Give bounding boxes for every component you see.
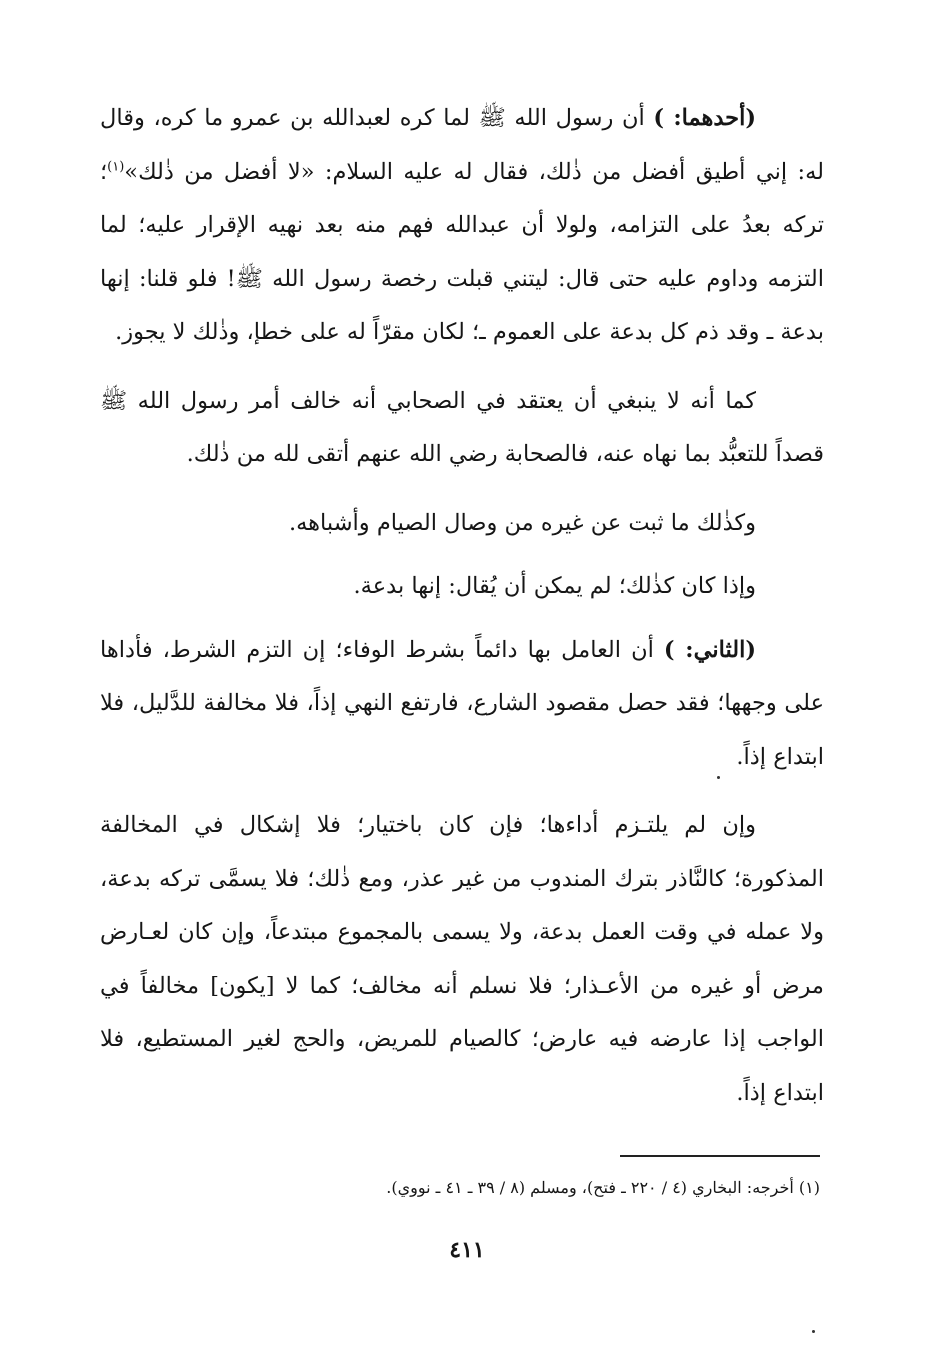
paragraph-text: ؛ تركه بعدُ على التزامه، ولولا أن عبدالله فهم منه بعد نهيه الإقرار عليه؛ لما التزمه وداوم عليه حتى قال: ليتني قبلت رخصة رسول الله ﷺ! فلو قلنا: إنها بدعة ـ وقد ذم كل بدعة على العموم ـ؛ لكان مقرّاً له على خطإ، وذٰلك لا يجوز.: [100, 158, 824, 345]
paragraph-text: كما أنه لا ينبغي أن يعتقد في الصحابي أنه خالف أمر رسول الله ﷺ قصداً للتعبُّد بما نهاه عنه، فالصحابة رضي الله عنهم أتقى لله من ذٰلك.: [100, 387, 824, 467]
paragraph-non-commitment: [100, 799, 824, 1120]
paragraph-first-reason: [100, 92, 824, 360]
footnote-divider: [620, 1155, 820, 1157]
scan-speck: [812, 1330, 815, 1333]
paragraph-text: أن العامل بها دائماً بشرط الوفاء؛ إن التزم الشرط، فأداها على وجهها؛ فقد حصل مقصود الشارع، فارتفع النهي إذاً، فلا مخالفة للدَّليل، فلا ابتداع إذاً.: [100, 636, 824, 770]
paragraph-conclusion: [100, 560, 824, 614]
footnote: (١) أخرجه: البخاري (٤ / ٢٢٠ ـ فتح)، ومسلم (٨ / ٣٩ ـ ٤١ ـ نووي).: [386, 1178, 820, 1197]
paragraph-second-reason: [100, 624, 824, 785]
paragraph-text: أن رسول الله ﷺ لما كره لعبدالله بن عمرو ما كره، وقال له: إني أطيق أفضل من ذٰلك، فقال له عليه السلام: «لا أفضل من ذٰلك»: [100, 105, 824, 185]
footnote-reference[interactable]: (١): [107, 159, 125, 174]
paragraph-companions: [100, 375, 824, 482]
paragraph-text: وكذٰلك ما ثبت عن غيره من وصال الصيام وأشباهه.: [288, 509, 756, 536]
paragraph-lead: (الثاني: ): [663, 636, 756, 663]
paragraph-text: وإن لم يلتـزم أداءها؛ فإن كان باختيار؛ فلا إشكال في المخالفة المذكورة؛ كالنَّاذر بترك المندوب من غير عذر، ومع ذٰلك؛ فلا يسمَّى تركه بدعة، ولا عمله في وقت العمل بدعة، ولا يسمى بالمجموع مبتدعاً، وإن كان لعـارض مرض أو غيره من الأعـذار؛ فلا نسلم أنه مخالف؛ كما لا [يكون] مخالفاً في الواجب إذا عارضه فيه عارض؛ كالصيام للمريض، والحج لغير المستطيع، فلا ابتداع إذاً.: [100, 812, 824, 1106]
scan-speck: [717, 776, 720, 779]
paragraph-lead: (أحدهما: ): [653, 105, 756, 131]
paragraph-text: وإذا كان كذٰلك؛ لم يمكن أن يُقال: إنها بدعة.: [353, 573, 756, 599]
paragraph-similar: [100, 497, 824, 551]
page-body: [100, 92, 824, 1135]
page-number: ٤١١: [449, 1237, 485, 1263]
